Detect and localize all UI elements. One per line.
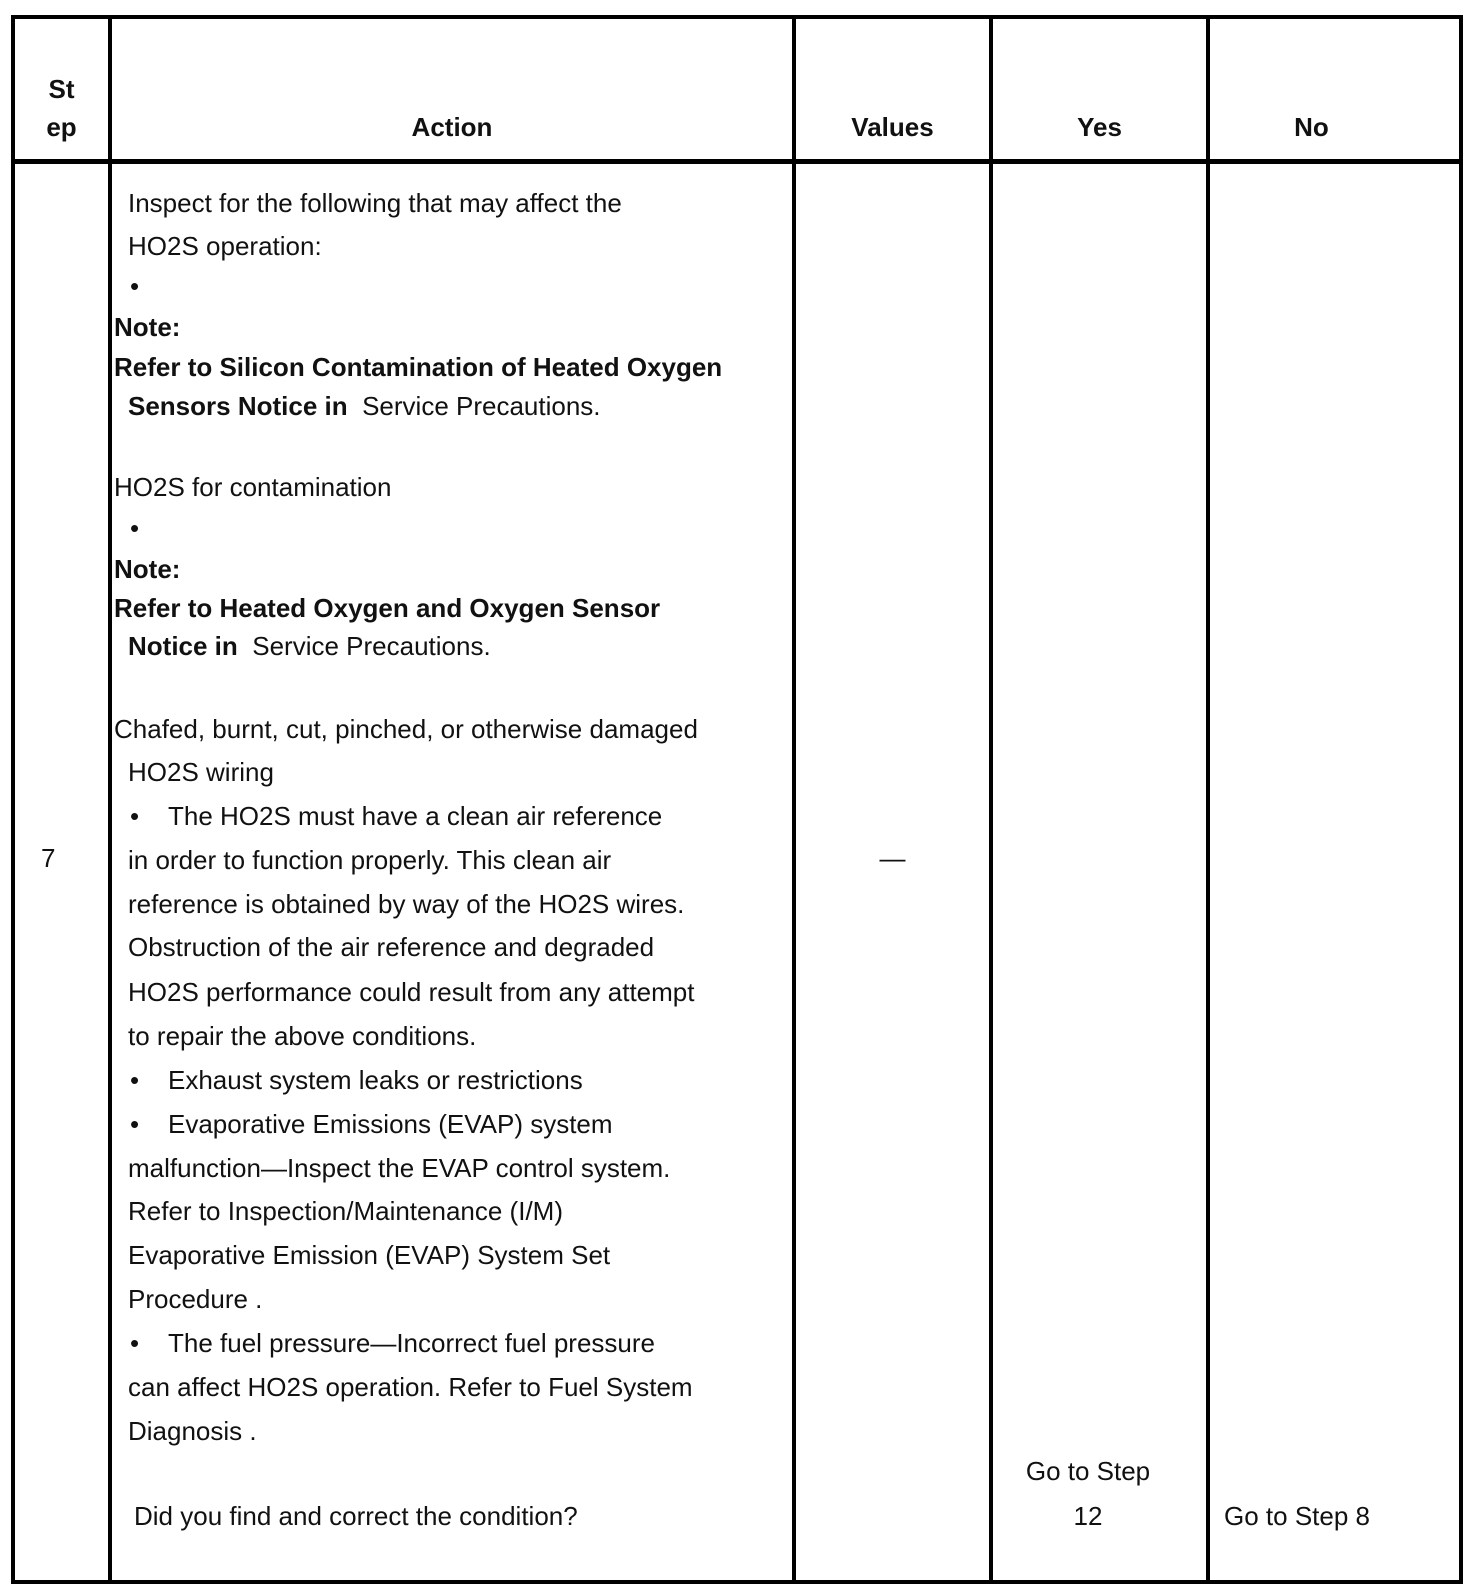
bullet-glyph: • (130, 271, 140, 301)
header-divider (11, 159, 1463, 164)
bullet-text: Evaporative Emissions (EVAP) system (168, 1109, 613, 1139)
bullet-text: HO2S performance could result from any attempt (128, 977, 695, 1007)
note-label: Note: (114, 554, 181, 584)
bullet-text: Exhaust system leaks or restrictions (168, 1065, 583, 1095)
header-values: Values (851, 112, 934, 142)
header-no: No (1294, 112, 1329, 142)
bullet-text: in order to function properly. This clean air (128, 845, 612, 875)
note-text-line2 (128, 631, 491, 661)
yes-result-line1: Go to Step (1025, 1456, 1151, 1486)
note-label: Note: (114, 312, 181, 342)
bullet-glyph: • (130, 801, 140, 831)
note-text-bold: Notice in (128, 631, 238, 661)
bullet-text: The fuel pressure—Incorrect fuel pressure (168, 1328, 655, 1358)
action-intro-line1: Inspect for the following that may affect the (128, 188, 622, 218)
bullet-text: Procedure . (128, 1284, 263, 1314)
note-reference: Service Precautions. (362, 391, 601, 421)
bullet-glyph: • (130, 1328, 140, 1358)
note-reference: Service Precautions. (252, 631, 491, 661)
bullet-text: can affect HO2S operation. Refer to Fuel System (128, 1372, 693, 1402)
bullet-text: Refer to Inspection/Maintenance (I/M) (128, 1196, 563, 1226)
note-text-line1: Refer to Heated Oxygen and Oxygen Sensor (114, 593, 661, 623)
values-cell: — (879, 843, 906, 873)
column-divider (989, 15, 993, 1584)
inspect-item-line1: Chafed, burnt, cut, pinched, or otherwise damaged (114, 714, 698, 744)
yes-result-line2: 12 (1073, 1501, 1103, 1531)
no-result: Go to Step 8 (1224, 1501, 1370, 1531)
bullet-text: reference is obtained by way of the HO2S wires. (128, 889, 685, 919)
bullet-glyph: • (130, 1109, 140, 1139)
bullet-text: to repair the above conditions. (128, 1021, 477, 1051)
header-yes: Yes (1077, 112, 1122, 142)
bullet-text: Diagnosis . (128, 1416, 257, 1446)
bullet-text: Evaporative Emission (EVAP) System Set (128, 1240, 611, 1270)
note-text-line1: Refer to Silicon Contamination of Heated Oxygen (114, 352, 723, 382)
inspect-item: HO2S for contamination (114, 472, 392, 502)
bullet-glyph: • (130, 1065, 140, 1095)
step-number: 7 (41, 843, 56, 873)
note-text-line2 (128, 391, 601, 421)
action-intro-line2: HO2S operation: (128, 231, 322, 261)
header-action: Action (411, 112, 493, 142)
inspect-item-line2: HO2S wiring (128, 757, 274, 787)
bullet-glyph: • (130, 513, 140, 543)
note-text-bold: Sensors Notice in (128, 391, 348, 421)
header-step-line2: ep (46, 112, 77, 142)
bullet-text: The HO2S must have a clean air reference (168, 801, 663, 831)
column-divider (792, 15, 796, 1584)
action-question: Did you find and correct the condition? (134, 1501, 578, 1531)
bullet-text: malfunction—Inspect the EVAP control system. (128, 1153, 671, 1183)
column-divider (108, 15, 112, 1584)
header-step-line1: St (48, 74, 75, 104)
column-divider (1206, 15, 1210, 1584)
bullet-text: Obstruction of the air reference and degraded (128, 932, 655, 962)
